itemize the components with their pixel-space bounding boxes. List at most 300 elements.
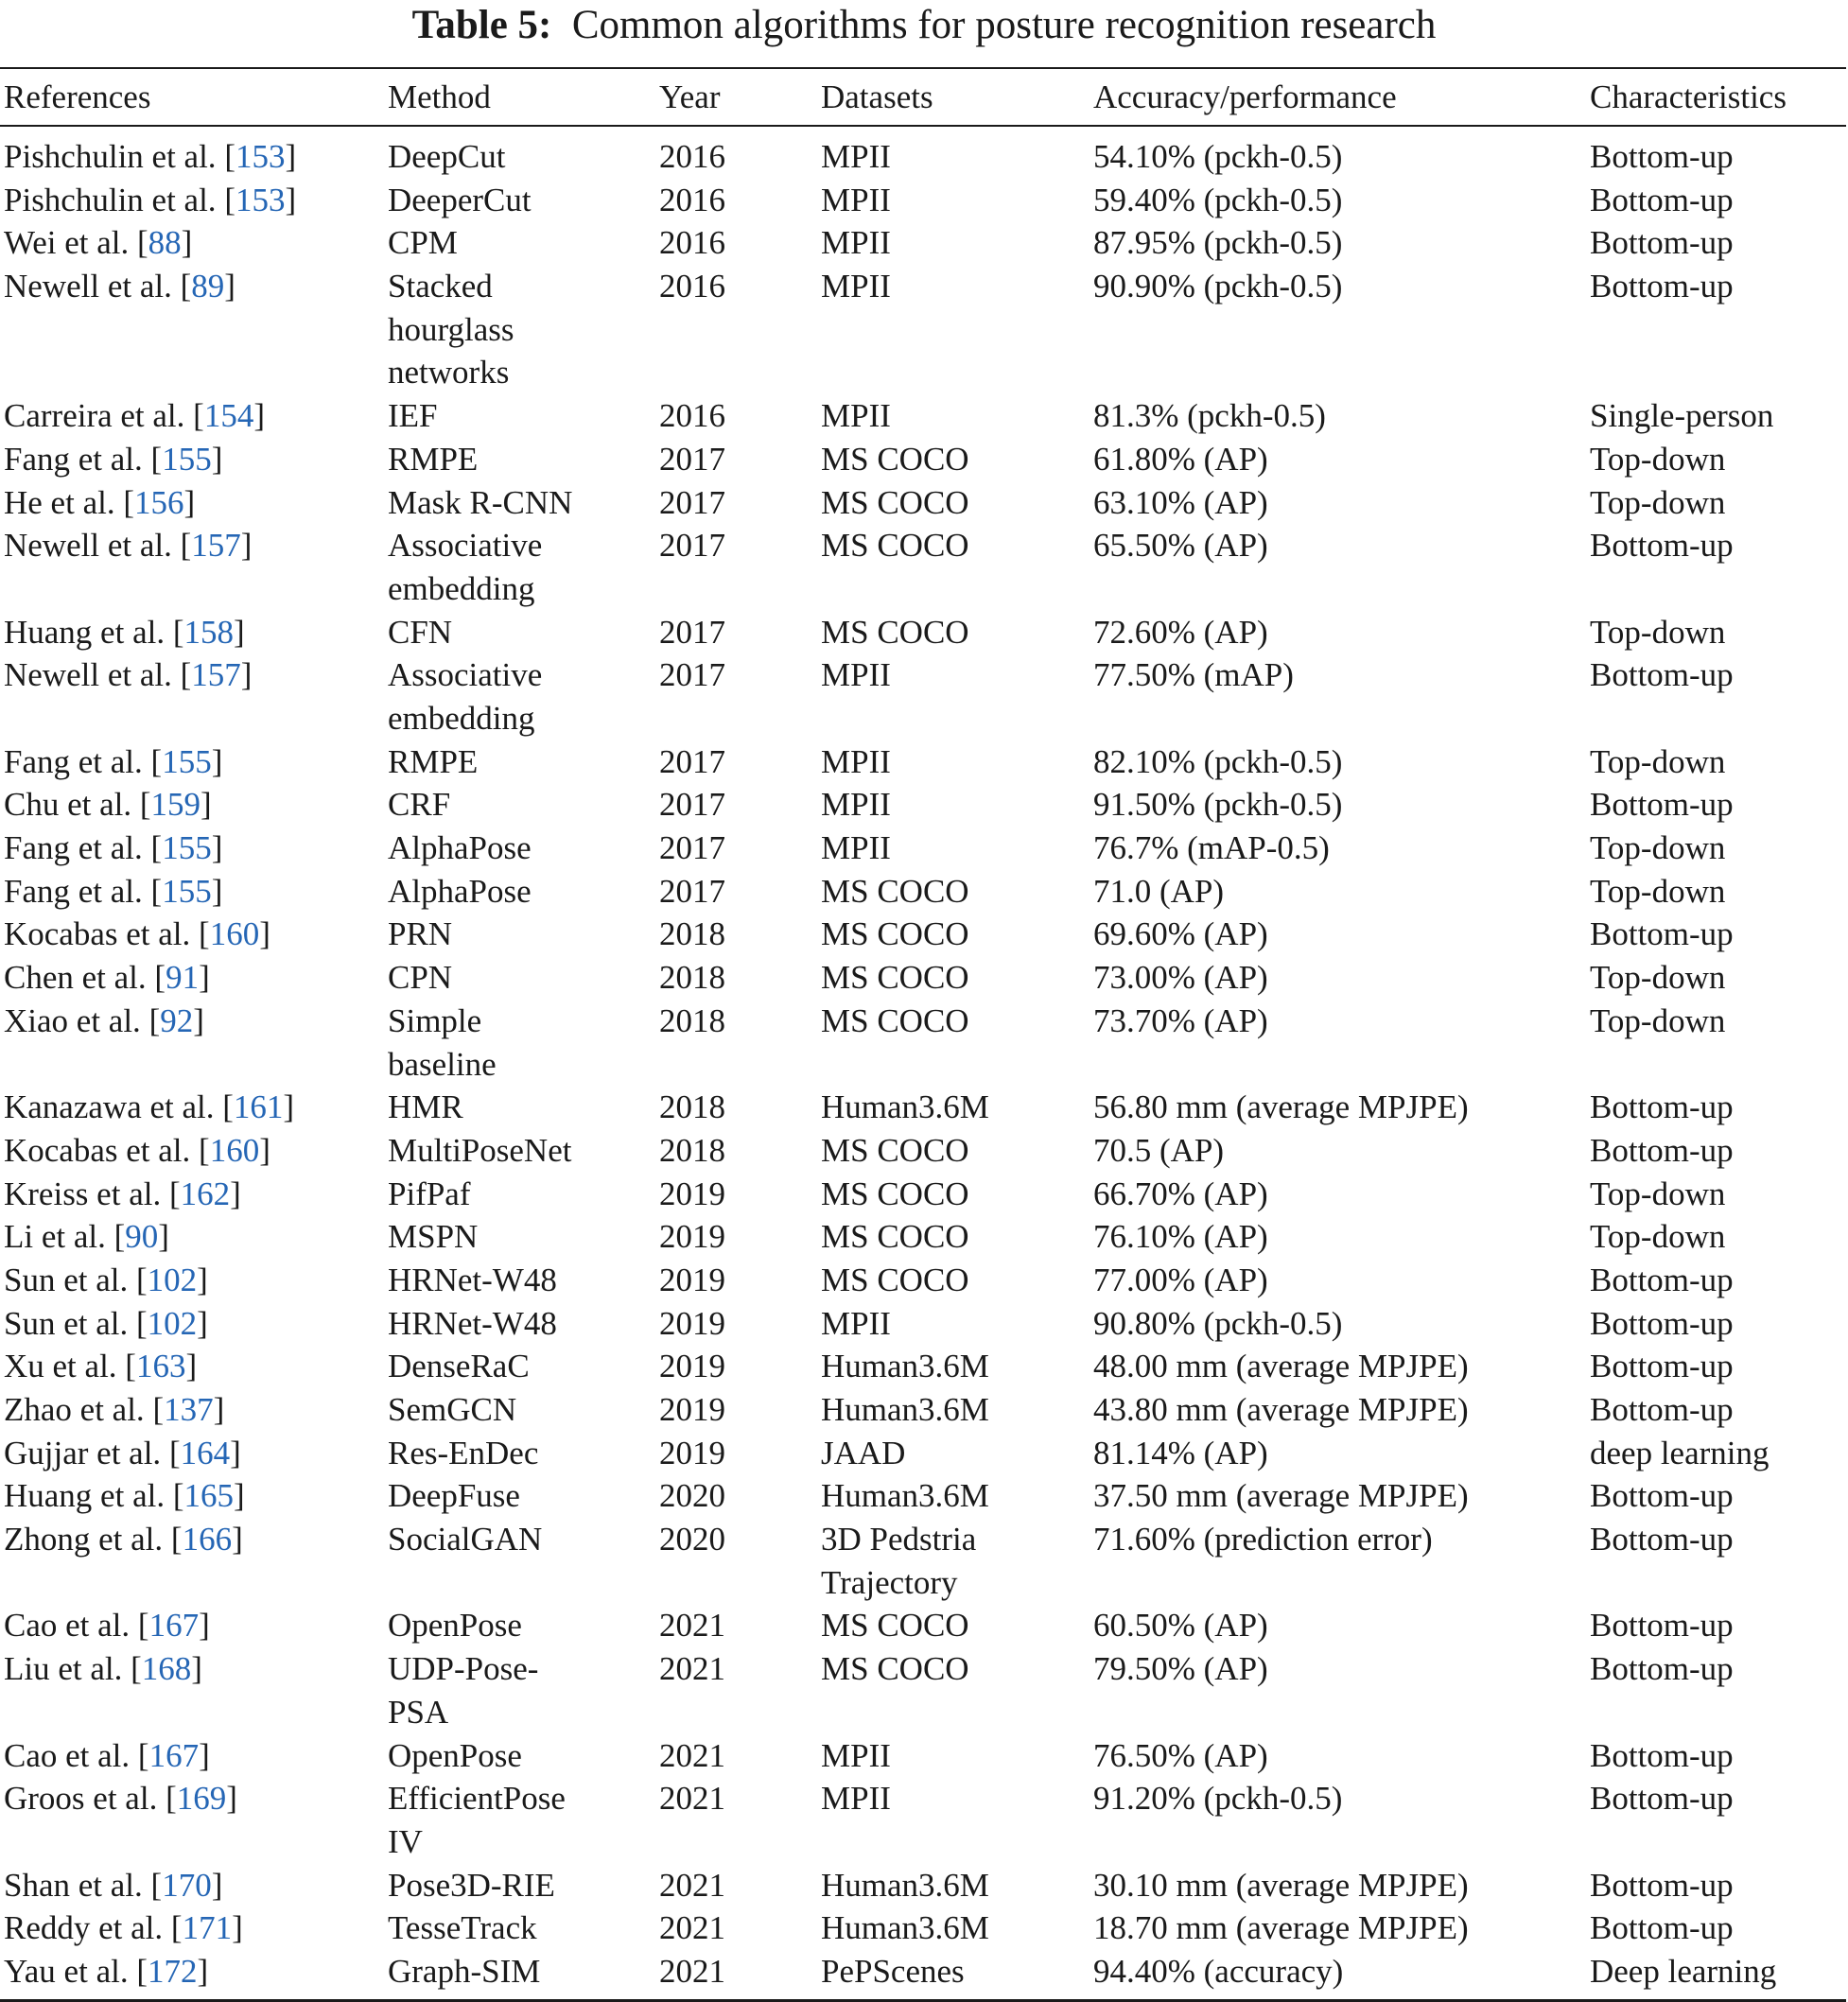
table-row — [0, 1173, 1846, 1216]
table-body — [0, 135, 1846, 1993]
citation-link[interactable]: 163 — [135, 1348, 186, 1385]
cell-dataset — [821, 870, 969, 914]
cell-characteristics: Single-person — [1590, 397, 1774, 435]
cell-method — [388, 481, 572, 525]
cell-year: 2016 — [659, 181, 725, 218]
method-line: PRN — [388, 915, 453, 953]
cell-characteristics: Top-down — [1590, 1001, 1726, 1039]
cell-method — [388, 783, 450, 827]
cell-reference: Yau et al. [172] — [4, 1953, 209, 1990]
cell-accuracy: 91.20% (pckh-0.5) — [1093, 1780, 1343, 1818]
cell-accuracy: 48.00 mm (average MPJPE) — [1093, 1348, 1469, 1385]
cell-accuracy: 76.50% (AP) — [1093, 1736, 1268, 1774]
method-line: baseline — [388, 1045, 497, 1083]
cell-year: 2021 — [659, 1607, 725, 1645]
cell-accuracy: 87.95% (pckh-0.5) — [1093, 224, 1343, 262]
cell-dataset — [821, 1777, 891, 1820]
reference-author: Fang et al. — [4, 742, 143, 780]
cell-characteristics: Bottom-up — [1590, 224, 1734, 262]
cell-reference: Newell et al. [157] — [4, 656, 253, 694]
reference-author: Newell et al. — [4, 268, 172, 305]
reference-author: Huang et al. — [4, 1477, 166, 1515]
table-row — [0, 1129, 1846, 1173]
citation-link[interactable]: 88 — [148, 224, 182, 262]
method-line: IEF — [388, 397, 438, 435]
dataset-line: PePScenes — [821, 1953, 965, 1990]
cell-reference: Kreiss et al. [162] — [4, 1175, 241, 1212]
cell-year: 2017 — [659, 440, 725, 478]
cell-dataset — [821, 1647, 969, 1691]
cell-characteristics: deep learning — [1590, 1434, 1770, 1471]
cell-reference: Huang et al. [165] — [4, 1477, 245, 1515]
cell-method — [388, 1906, 537, 1950]
cell-dataset — [821, 1215, 969, 1259]
method-line: networks — [388, 354, 510, 392]
header-characteristics: Characteristics — [1590, 78, 1787, 115]
method-line: CPN — [388, 959, 453, 997]
method-line: CPM — [388, 224, 458, 262]
cell-year: 2019 — [659, 1261, 725, 1298]
cell-characteristics: Bottom-up — [1590, 1607, 1734, 1645]
cell-dataset — [821, 1950, 965, 1993]
cell-year: 2020 — [659, 1477, 725, 1515]
dataset-line: MPII — [821, 656, 891, 694]
cell-year: 2021 — [659, 1953, 725, 1990]
cell-accuracy: 59.40% (pckh-0.5) — [1093, 181, 1343, 218]
cell-accuracy: 18.70 mm (average MPJPE) — [1093, 1909, 1469, 1947]
cell-year: 2017 — [659, 872, 725, 910]
citation-link[interactable]: 157 — [191, 527, 241, 565]
dataset-line: MPII — [821, 138, 891, 175]
reference-author: He et al. — [4, 483, 115, 521]
method-line: HRNet-W48 — [388, 1304, 557, 1342]
reference-author: Gujjar et al. — [4, 1434, 162, 1471]
cell-year: 2019 — [659, 1434, 725, 1471]
reference-author: Zhong et al. — [4, 1521, 164, 1558]
method-line: DeepFuse — [388, 1477, 520, 1515]
citation-link[interactable]: 137 — [164, 1391, 214, 1429]
table-row — [0, 438, 1846, 481]
cell-dataset — [821, 783, 891, 827]
cell-method — [388, 1864, 555, 1907]
dataset-line: MS COCO — [821, 1175, 969, 1212]
cell-dataset — [821, 1604, 969, 1647]
cell-reference: Zhao et al. [137] — [4, 1391, 225, 1429]
cell-accuracy: 71.60% (prediction error) — [1093, 1521, 1433, 1558]
table-header-rule — [0, 125, 1846, 127]
header-accuracy: Accuracy/performance — [1093, 78, 1397, 115]
header-method: Method — [388, 78, 491, 115]
reference-author: Newell et al. — [4, 656, 172, 694]
reference-author: Chu et al. — [4, 786, 132, 824]
method-line: embedding — [388, 569, 535, 607]
cell-dataset — [821, 1432, 905, 1475]
dataset-line: MS COCO — [821, 872, 969, 910]
cell-year: 2016 — [659, 224, 725, 262]
table-row — [0, 1302, 1846, 1346]
cell-accuracy: 63.10% (AP) — [1093, 483, 1268, 521]
cell-dataset — [821, 1474, 989, 1518]
cell-reference: Sun et al. [102] — [4, 1304, 208, 1342]
cell-dataset — [821, 740, 891, 784]
cell-method — [388, 740, 478, 784]
table-row — [0, 135, 1846, 179]
cell-reference: Kocabas et al. [160] — [4, 915, 270, 953]
cell-characteristics: Bottom-up — [1590, 1261, 1734, 1298]
cell-reference: Chu et al. [159] — [4, 786, 212, 824]
cell-method — [388, 870, 532, 914]
method-line: Mask R-CNN — [388, 483, 573, 521]
cell-accuracy: 71.0 (AP) — [1093, 872, 1225, 910]
cell-characteristics: Bottom-up — [1590, 138, 1734, 175]
cell-reference: Sun et al. [102] — [4, 1261, 208, 1298]
reference-author: Pishchulin et al. — [4, 138, 217, 175]
cell-reference: Cao et al. [167] — [4, 1607, 210, 1645]
cell-accuracy: 69.60% (AP) — [1093, 915, 1268, 953]
citation-link[interactable]: 172 — [147, 1953, 198, 1990]
cell-reference: Cao et al. [167] — [4, 1736, 210, 1774]
reference-author: Kocabas et al. — [4, 915, 191, 953]
citation-link[interactable]: 155 — [162, 872, 212, 910]
cell-year: 2018 — [659, 915, 725, 953]
citation-link[interactable]: 159 — [150, 786, 201, 824]
cell-characteristics: Bottom-up — [1590, 1477, 1734, 1515]
cell-method — [388, 913, 452, 956]
dataset-line: MPII — [821, 181, 891, 218]
cell-accuracy: 73.00% (AP) — [1093, 959, 1268, 997]
citation-link[interactable]: 160 — [209, 915, 260, 953]
method-line: OpenPose — [388, 1607, 522, 1645]
cell-reference: Newell et al. [89] — [4, 268, 235, 305]
dataset-line: Human3.6M — [821, 1866, 989, 1904]
cell-characteristics: Top-down — [1590, 483, 1726, 521]
cell-accuracy: 60.50% (AP) — [1093, 1607, 1268, 1645]
cell-accuracy: 37.50 mm (average MPJPE) — [1093, 1477, 1469, 1515]
citation-link[interactable]: 102 — [147, 1304, 198, 1342]
cell-dataset — [821, 1086, 989, 1129]
cell-characteristics: Top-down — [1590, 1175, 1726, 1212]
table-row — [0, 1215, 1846, 1259]
method-line: Stacked — [388, 268, 493, 305]
dataset-line: MPII — [821, 1736, 891, 1774]
cell-accuracy: 56.80 mm (average MPJPE) — [1093, 1088, 1469, 1126]
cell-reference: Kocabas et al. [160] — [4, 1131, 270, 1169]
cell-characteristics: Top-down — [1590, 829, 1726, 867]
cell-year: 2021 — [659, 1909, 725, 1947]
method-line: CFN — [388, 613, 453, 651]
reference-author: Huang et al. — [4, 613, 166, 651]
cell-accuracy: 76.7% (mAP-0.5) — [1093, 829, 1330, 867]
reference-author: Groos et al. — [4, 1780, 158, 1818]
cell-accuracy: 66.70% (AP) — [1093, 1175, 1268, 1212]
cell-method — [388, 265, 514, 394]
dataset-line: Trajectory — [821, 1563, 958, 1601]
cell-reference: Groos et al. [169] — [4, 1780, 237, 1818]
cell-method — [388, 1129, 571, 1173]
cell-accuracy: 90.90% (pckh-0.5) — [1093, 268, 1343, 305]
table-caption-label: Table 5: — [411, 3, 552, 47]
dataset-line: MPII — [821, 224, 891, 262]
cell-accuracy: 61.80% (AP) — [1093, 440, 1268, 478]
cell-accuracy: 90.80% (pckh-0.5) — [1093, 1304, 1343, 1342]
cell-reference: He et al. [156] — [4, 483, 196, 521]
table-row — [0, 740, 1846, 784]
cell-characteristics: Bottom-up — [1590, 1088, 1734, 1126]
cell-dataset — [821, 265, 891, 308]
cell-dataset — [821, 221, 891, 265]
method-line: EfficientPose — [388, 1780, 566, 1818]
reference-author: Li et al. — [4, 1218, 106, 1256]
citation-link[interactable]: 155 — [162, 440, 212, 478]
cell-year: 2017 — [659, 483, 725, 521]
reference-author: Xu et al. — [4, 1348, 117, 1385]
cell-characteristics: Top-down — [1590, 742, 1726, 780]
cell-dataset — [821, 611, 969, 654]
cell-accuracy: 65.50% (AP) — [1093, 527, 1268, 565]
table-caption-text: Common algorithms for posture recognition research — [571, 3, 1437, 47]
citation-link[interactable]: 90 — [125, 1218, 159, 1256]
cell-year: 2017 — [659, 656, 725, 694]
citation-link[interactable]: 169 — [176, 1780, 227, 1818]
cell-accuracy: 81.3% (pckh-0.5) — [1093, 397, 1326, 435]
dataset-line: MS COCO — [821, 1131, 969, 1169]
dataset-line: Human3.6M — [821, 1909, 989, 1947]
cell-dataset — [821, 394, 891, 438]
cell-characteristics: Bottom-up — [1590, 1866, 1734, 1904]
dataset-line: 3D Pedstria — [821, 1521, 977, 1558]
cell-method — [388, 394, 438, 438]
cell-dataset — [821, 913, 969, 956]
method-line: RMPE — [388, 742, 479, 780]
citation-link[interactable]: 154 — [203, 397, 254, 435]
header-year: Year — [659, 78, 721, 115]
cell-dataset — [821, 1734, 891, 1778]
citation-link[interactable]: 166 — [182, 1521, 233, 1558]
cell-dataset — [821, 1518, 976, 1604]
cell-year: 2017 — [659, 527, 725, 565]
table-row — [0, 870, 1846, 914]
table-row — [0, 1474, 1846, 1518]
cell-dataset — [821, 1864, 989, 1907]
citation-link[interactable]: 170 — [162, 1866, 212, 1904]
cell-characteristics: Top-down — [1590, 959, 1726, 997]
cell-year: 2017 — [659, 829, 725, 867]
cell-method — [388, 1647, 538, 1733]
reference-author: Carreira et al. — [4, 397, 185, 435]
method-line: DenseRaC — [388, 1348, 530, 1385]
cell-reference: Newell et al. [157] — [4, 527, 253, 565]
cell-reference: Fang et al. [155] — [4, 829, 223, 867]
citation-link[interactable]: 92 — [160, 1001, 194, 1039]
cell-characteristics: Top-down — [1590, 872, 1726, 910]
cell-accuracy: 81.14% (AP) — [1093, 1434, 1268, 1471]
table-row — [0, 783, 1846, 827]
citation-link[interactable]: 168 — [141, 1650, 192, 1688]
cell-reference: Shan et al. [170] — [4, 1866, 223, 1904]
method-line: hourglass — [388, 310, 514, 348]
cell-year: 2017 — [659, 786, 725, 824]
table-row — [0, 827, 1846, 870]
reference-author: Reddy et al. — [4, 1909, 164, 1947]
cell-year: 2020 — [659, 1521, 725, 1558]
cell-characteristics: Bottom-up — [1590, 1736, 1734, 1774]
dataset-line: MPII — [821, 268, 891, 305]
dataset-line: MPII — [821, 1304, 891, 1342]
method-line: DeeperCut — [388, 181, 532, 218]
cell-reference: Li et al. [90] — [4, 1218, 169, 1256]
reference-author: Liu et al. — [4, 1650, 123, 1688]
cell-accuracy: 79.50% (AP) — [1093, 1650, 1268, 1688]
table-row — [0, 394, 1846, 438]
method-line: Graph-SIM — [388, 1953, 541, 1990]
cell-method — [388, 1432, 538, 1475]
table-row — [0, 1259, 1846, 1302]
citation-link[interactable]: 156 — [133, 483, 184, 521]
cell-characteristics: Bottom-up — [1590, 786, 1734, 824]
table-row — [0, 1086, 1846, 1129]
cell-method — [388, 135, 505, 179]
cell-accuracy: 72.60% (AP) — [1093, 613, 1268, 651]
table-row — [0, 1604, 1846, 1647]
dataset-line: Human3.6M — [821, 1477, 989, 1515]
method-line: Pose3D-RIE — [388, 1866, 555, 1904]
citation-link[interactable]: 165 — [183, 1477, 234, 1515]
cell-characteristics: Bottom-up — [1590, 1650, 1734, 1688]
method-line: HRNet-W48 — [388, 1261, 557, 1298]
cell-accuracy: 82.10% (pckh-0.5) — [1093, 742, 1343, 780]
table-row — [0, 1950, 1846, 1993]
citation-link[interactable]: 102 — [147, 1261, 198, 1298]
table-row — [0, 1345, 1846, 1388]
table-row — [0, 956, 1846, 1000]
cell-dataset — [821, 1906, 989, 1950]
table-row — [0, 1388, 1846, 1432]
cell-method — [388, 1302, 557, 1346]
cell-year: 2017 — [659, 742, 725, 780]
dataset-line: Human3.6M — [821, 1348, 989, 1385]
reference-author: Zhao et al. — [4, 1391, 145, 1429]
cell-dataset — [821, 956, 969, 1000]
table-row — [0, 653, 1846, 740]
cell-dataset — [821, 179, 891, 222]
method-line: HMR — [388, 1088, 463, 1126]
method-line: Simple — [388, 1001, 482, 1039]
table-header-row — [0, 70, 1846, 125]
citation-link[interactable]: 171 — [182, 1909, 233, 1947]
cell-reference: Pishchulin et al. [153] — [4, 181, 297, 218]
reference-author: Cao et al. — [4, 1736, 131, 1774]
cell-reference: Huang et al. [158] — [4, 613, 245, 651]
cell-characteristics: Deep learning — [1590, 1953, 1777, 1990]
reference-author: Newell et al. — [4, 527, 172, 565]
citation-link[interactable]: 157 — [191, 656, 241, 694]
citation-link[interactable]: 164 — [180, 1434, 231, 1471]
method-line: Associative — [388, 527, 543, 565]
reference-author: Sun et al. — [4, 1304, 129, 1342]
method-line: AlphaPose — [388, 829, 532, 867]
citation-link[interactable]: 161 — [233, 1088, 284, 1126]
cell-method — [388, 524, 542, 610]
method-line: TesseTrack — [388, 1909, 537, 1947]
table-row — [0, 481, 1846, 525]
table-row — [0, 1864, 1846, 1907]
cell-characteristics: Bottom-up — [1590, 915, 1734, 953]
citation-link[interactable]: 167 — [148, 1607, 200, 1645]
reference-author: Pishchulin et al. — [4, 181, 217, 218]
table-row — [0, 179, 1846, 222]
dataset-line: MS COCO — [821, 959, 969, 997]
cell-year: 2018 — [659, 1088, 725, 1126]
cell-reference: Fang et al. [155] — [4, 440, 223, 478]
dataset-line: JAAD — [821, 1434, 906, 1471]
cell-method — [388, 1950, 540, 1993]
cell-accuracy: 94.40% (accuracy) — [1093, 1953, 1344, 1990]
dataset-line: MPII — [821, 1780, 891, 1818]
cell-method — [388, 179, 532, 222]
table-row — [0, 265, 1846, 394]
cell-characteristics: Bottom-up — [1590, 527, 1734, 565]
citation-link[interactable]: 153 — [235, 181, 286, 218]
cell-accuracy: 76.10% (AP) — [1093, 1218, 1268, 1256]
cell-reference: Pishchulin et al. [153] — [4, 138, 297, 175]
cell-method — [388, 1000, 497, 1086]
cell-reference: Wei et al. [88] — [4, 224, 193, 262]
citation-link[interactable]: 162 — [180, 1175, 231, 1212]
table-row — [0, 221, 1846, 265]
reference-author: Kocabas et al. — [4, 1131, 191, 1169]
cell-year: 2019 — [659, 1348, 725, 1385]
reference-author: Xiao et al. — [4, 1001, 141, 1039]
citation-link[interactable]: 158 — [183, 613, 234, 651]
method-line: MultiPoseNet — [388, 1131, 572, 1169]
method-line: AlphaPose — [388, 872, 532, 910]
cell-method — [388, 956, 452, 1000]
table-row — [0, 611, 1846, 654]
cell-reference: Liu et al. [168] — [4, 1650, 202, 1688]
cell-year: 2019 — [659, 1175, 725, 1212]
citation-link[interactable]: 155 — [162, 829, 212, 867]
citation-link[interactable]: 153 — [235, 138, 286, 175]
citation-link[interactable]: 91 — [166, 959, 200, 997]
cell-year: 2016 — [659, 268, 725, 305]
cell-year: 2018 — [659, 959, 725, 997]
method-line: Associative — [388, 656, 543, 694]
citation-link[interactable]: 160 — [209, 1131, 260, 1169]
reference-author: Yau et al. — [4, 1953, 129, 1990]
citation-link[interactable]: 155 — [162, 742, 212, 780]
method-line: Res-EnDec — [388, 1434, 539, 1471]
cell-accuracy: 77.50% (mAP) — [1093, 656, 1294, 694]
table-row — [0, 1647, 1846, 1733]
cell-dataset — [821, 438, 969, 481]
reference-author: Sun et al. — [4, 1261, 129, 1298]
cell-characteristics: Bottom-up — [1590, 1909, 1734, 1947]
reference-author: Fang et al. — [4, 872, 143, 910]
method-line: CRF — [388, 786, 451, 824]
cell-year: 2016 — [659, 138, 725, 175]
reference-author: Kreiss et al. — [4, 1175, 162, 1212]
cell-method — [388, 827, 532, 870]
citation-link[interactable]: 167 — [148, 1736, 200, 1774]
cell-characteristics: Bottom-up — [1590, 268, 1734, 305]
citation-link[interactable]: 89 — [191, 268, 225, 305]
cell-year: 2019 — [659, 1218, 725, 1256]
cell-year: 2017 — [659, 613, 725, 651]
cell-accuracy: 70.5 (AP) — [1093, 1131, 1225, 1169]
cell-characteristics: Top-down — [1590, 613, 1726, 651]
cell-year: 2021 — [659, 1650, 725, 1688]
method-line: SemGCN — [388, 1391, 517, 1429]
